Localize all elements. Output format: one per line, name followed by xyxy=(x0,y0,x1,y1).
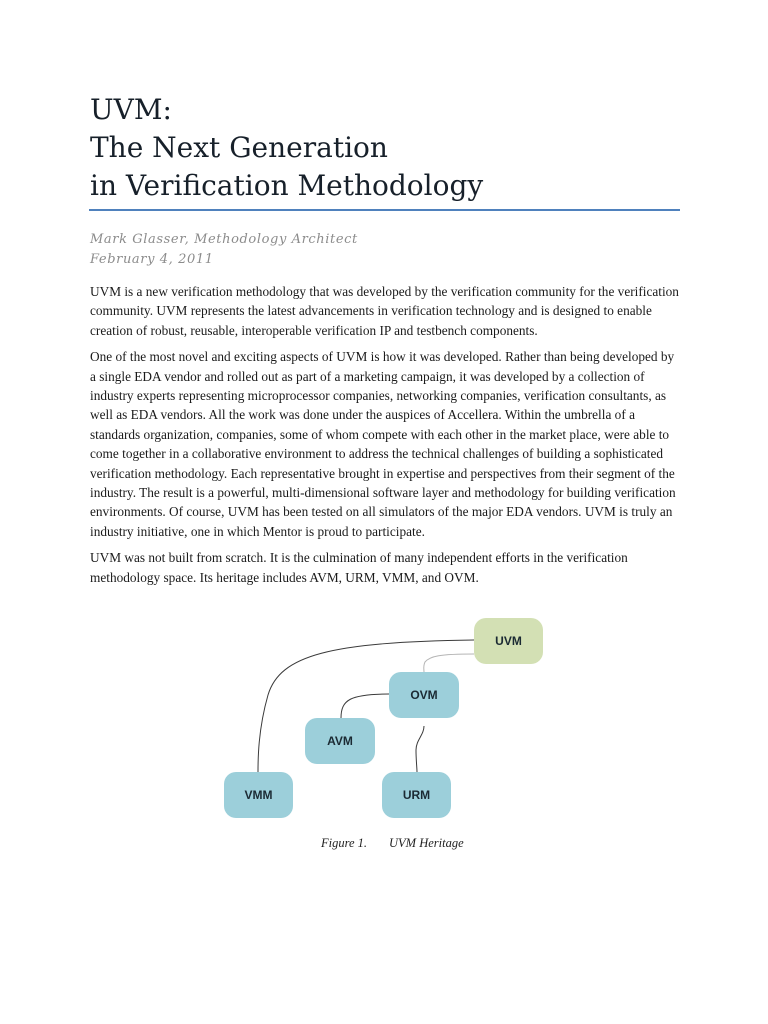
figure-number: Figure 1. xyxy=(321,836,368,850)
body-text xyxy=(90,282,682,594)
connector-uvm-ovm xyxy=(424,654,474,672)
node-uvm: UVM xyxy=(474,618,543,664)
title-line-3: in Verification Methodology xyxy=(90,169,484,202)
date: February 4, 2011 xyxy=(90,252,214,267)
figure-caption xyxy=(321,836,521,851)
author: Mark Glasser, Methodology Architect xyxy=(90,232,358,247)
paragraph: UVM is a new verification methodology that was developed by the verification community for the verification community. UVM represents the latest advancements in verification technology and is designed to enable creation of robust, reusable, interoperable verification IP and testbench components. xyxy=(90,284,679,338)
figure-caption-text: UVM Heritage xyxy=(389,836,464,850)
connector-ovm-avm xyxy=(341,694,389,718)
title-line-2: The Next Generation xyxy=(90,131,388,164)
paragraph: UVM was not built from scratch. It is the culmination of many independent efforts in the verification methodology space. Its heritage includes AVM, URM, VMM, and OVM. xyxy=(90,550,628,585)
node-urm: URM xyxy=(382,772,451,818)
node-avm: AVM xyxy=(305,718,375,764)
title-rule xyxy=(89,209,680,211)
node-ovm: OVM xyxy=(389,672,459,718)
document-title xyxy=(90,91,690,205)
connector-ovm-urm xyxy=(416,726,424,772)
title-line-1: UVM: xyxy=(90,93,172,126)
heritage-diagram xyxy=(0,600,768,830)
paragraph: One of the most novel and exciting aspects of UVM is how it was developed. Rather than being developed by a single EDA vendor and rolled out as part of a marketing campaign, it was developed by a collection of industry experts representing microprocessor companies, networking companies, verification consultants, as well as EDA vendors. All the work was done under the auspices of Accellera. Within the umbrella of a standards organization, companies, some of whom compete with each other in the market place, were able to come together in a collaborative environment to address the technical challenges of building a sophisticated verification methodology. Each representative brought in expertise and perspectives from their segment of the industry. The result is a powerful, multi-dimensional software layer and methodology for building verification environments. Of course, UVM has been tested on all simulators of the major EDA vendors. UVM is truly an industry initiative, one in which Mentor is proud to participate. xyxy=(90,349,676,539)
byline xyxy=(90,230,690,270)
node-vmm: VMM xyxy=(224,772,293,818)
